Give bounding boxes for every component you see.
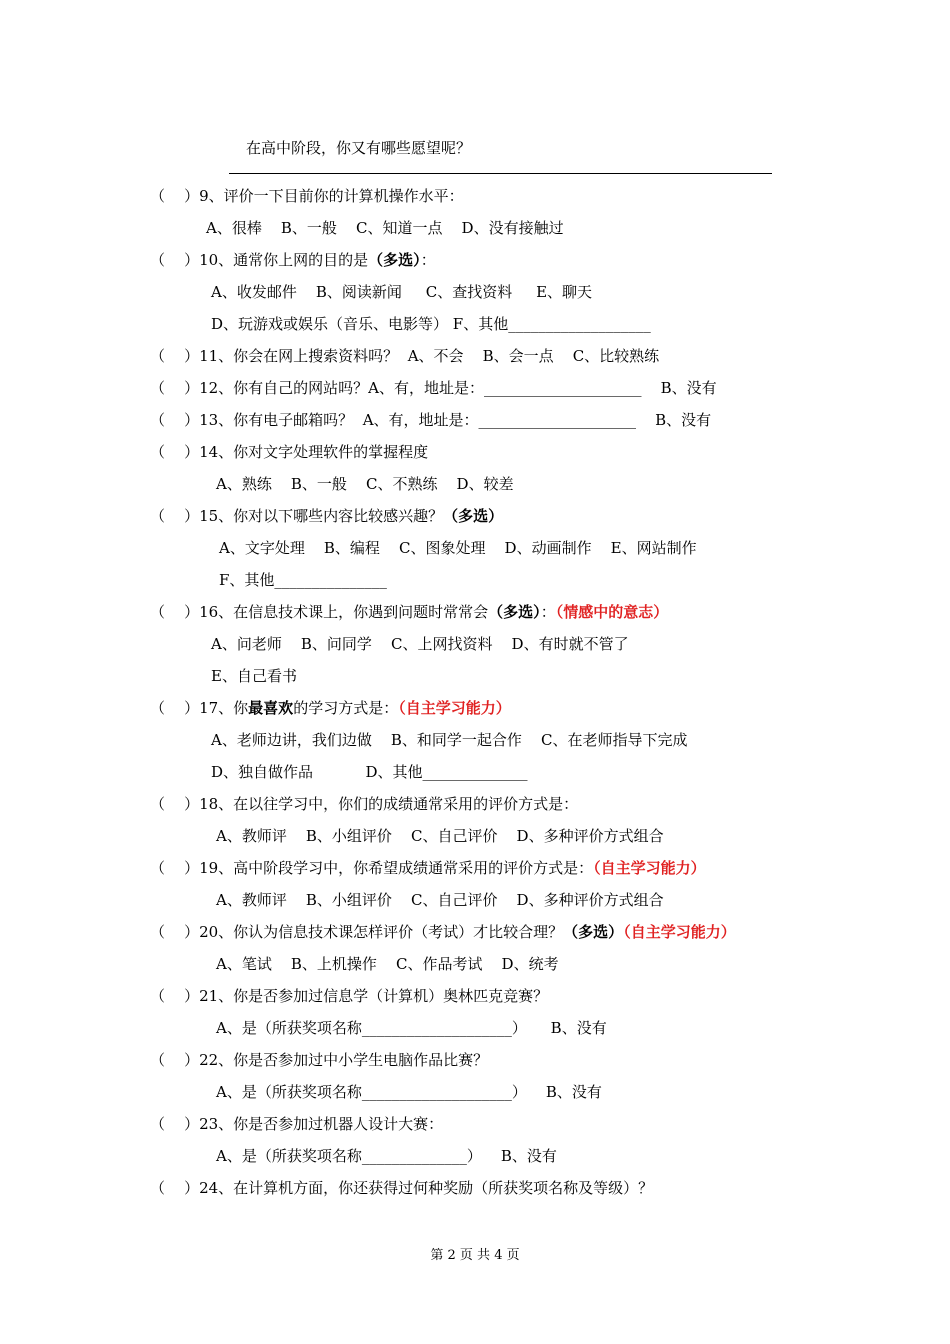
question-line <box>150 250 436 270</box>
question-line <box>216 890 664 910</box>
question-line <box>150 602 668 622</box>
question-line <box>150 986 548 1006</box>
line-text: F、其他_______________ <box>219 571 387 589</box>
question-line <box>150 1178 653 1198</box>
line-text: A、熟练 B、一般 C、不熟练 D、较差 <box>216 475 514 493</box>
question-line <box>211 282 592 302</box>
line-text: （ ）15、你对以下哪些内容比较感兴趣？ <box>150 507 444 525</box>
line-text: （ ）19、高中阶段学习中，你希望成绩通常采用的评价方式是： <box>150 859 594 877</box>
line-text: A、问老师 B、问同学 C、上网找资料 D、有时就不管了 <box>211 635 629 653</box>
question-line <box>150 698 511 718</box>
question-line <box>216 826 664 846</box>
question-line <box>219 570 387 590</box>
question-line <box>206 218 564 238</box>
line-text: 的学习方式是： <box>293 699 399 717</box>
question-line <box>150 1050 488 1070</box>
line-text: A、收发邮件 B、阅读新闻 C、查找资料 E、聊天 <box>211 283 593 301</box>
question-line <box>216 474 514 494</box>
answer-underline <box>229 173 772 174</box>
emphasis-text: （多选） <box>563 923 624 941</box>
line-text: （ ）9、评价一下目前你的计算机操作水平： <box>150 187 464 205</box>
question-line <box>211 762 528 782</box>
question-line <box>216 954 559 974</box>
question-line <box>211 666 297 686</box>
question-line <box>150 922 736 942</box>
line-text: A、很棒 B、一般 C、知道一点 D、没有接触过 <box>206 219 564 237</box>
emphasis-text: （多选） <box>368 251 421 269</box>
line-text: A、教师评 B、小组评价 C、自己评价 D、多种评价方式组合 <box>216 891 664 909</box>
line-text: A、是（所获奖项名称____________________） B、没有 <box>216 1083 602 1101</box>
line-text: （ ）11、你会在网上搜索资料吗？ A、不会 B、会一点 C、比较熟练 <box>150 347 660 365</box>
question-line <box>150 346 659 366</box>
emphasis-text: （多选） <box>488 603 541 621</box>
line-text: （ ）23、你是否参加过机器人设计大赛： <box>150 1115 444 1133</box>
ability-tag: （自主学习能力） <box>623 923 736 941</box>
ability-tag: （自主学习能力） <box>593 859 706 877</box>
line-text: （ ）21、你是否参加过信息学（计算机）奥林匹克竞赛？ <box>150 987 549 1005</box>
line-text: （ ）12、你有自己的网站吗？A、有，地址是：_____________________ B、没有 <box>150 379 717 397</box>
line-text: E、自己看书 <box>211 667 297 685</box>
emphasis-text: （多选） <box>443 507 504 525</box>
line-text: （ ）22、你是否参加过中小学生电脑作品比赛？ <box>150 1051 489 1069</box>
header-question: 在高中阶段，你又有哪些愿望呢？ <box>246 139 472 157</box>
line-text: （ ）18、在以往学习中，你们的成绩通常采用的评价方式是： <box>150 795 579 813</box>
line-text: A、笔试 B、上机操作 C、作品考试 D、统考 <box>216 955 559 973</box>
ability-tag: （自主学习能力） <box>398 699 511 717</box>
page-footer: 第 2 页 共 4 页 <box>430 1248 520 1263</box>
question-line <box>216 1146 557 1166</box>
question-line <box>150 794 578 814</box>
line-text: （ ）14、你对文字处理软件的掌握程度 <box>150 443 429 461</box>
question-line <box>216 1082 602 1102</box>
line-text: （ ）13、你有电子邮箱吗？ A、有，地址是：_____________________ B、没有 <box>150 411 712 429</box>
line-text: （ ）20、你认为信息技术课怎样评价（考试）才比较合理？ <box>150 923 564 941</box>
question-line <box>150 442 428 462</box>
emphasis-text: 最喜欢 <box>248 699 294 717</box>
ability-tag: （情感中的意志） <box>555 603 669 621</box>
line-text: ： <box>420 251 436 269</box>
question-line <box>150 858 706 878</box>
line-text: A、老师边讲，我们边做 B、和同学一起合作 C、在老师指导下完成 <box>211 731 688 749</box>
question-line <box>150 506 503 526</box>
question-line <box>219 538 697 558</box>
line-text: A、是（所获奖项名称____________________） B、没有 <box>216 1019 607 1037</box>
line-text: （ ）16、在信息技术课上，你遇到问题时常常会 <box>150 603 489 621</box>
line-text: A、文字处理 B、编程 C、图象处理 D、动画制作 E、网站制作 <box>219 539 697 557</box>
question-line <box>150 410 711 430</box>
line-text: A、教师评 B、小组评价 C、自己评价 D、多种评价方式组合 <box>216 827 664 845</box>
line-text: A、是（所获奖项名称______________） B、没有 <box>216 1147 557 1165</box>
line-text: D、玩游戏或娱乐（音乐、电影等） F、其他___________________ <box>211 315 651 333</box>
question-line <box>150 186 464 206</box>
question-line <box>211 314 651 334</box>
line-text: （ ）10、通常你上网的目的是 <box>150 251 369 269</box>
question-line <box>211 730 687 750</box>
question-line <box>150 1114 443 1134</box>
line-text: （ ）24、在计算机方面，你还获得过何种奖励（所获奖项名称及等级）？ <box>150 1179 654 1197</box>
question-line <box>211 634 629 654</box>
question-line <box>216 1018 607 1038</box>
question-line <box>150 378 717 398</box>
line-text: D、独自做作品 D、其他______________ <box>211 763 528 781</box>
line-text: （ ）17、你 <box>150 699 249 717</box>
line-text: ： <box>540 603 556 621</box>
